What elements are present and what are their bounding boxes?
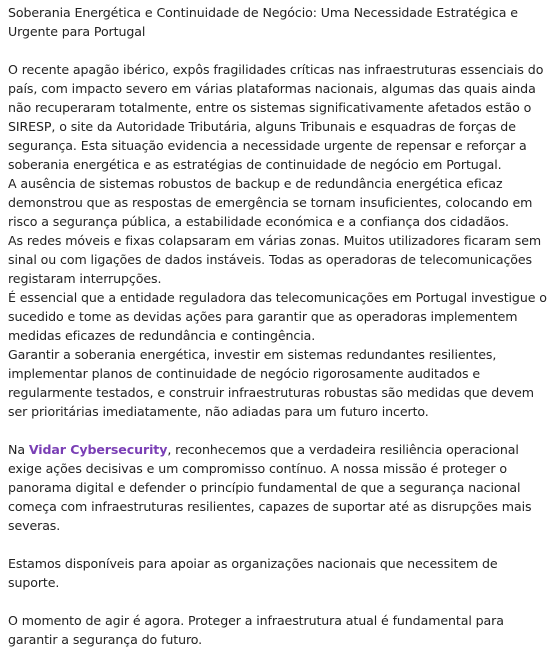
- paragraph-backup: A ausência de sistemas robustos de backup e de redundância energética eficaz demonstrou que as respostas de emergência se tornam insuficientes, colocando em risco a segurança pública, a estabilidade económica e a confiança dos cidadãos.: [8, 176, 533, 229]
- paragraph-closing: O momento de agir é agora. Proteger a infraestrutura atual é fundamental para garantir a segurança do futuro.: [8, 613, 504, 647]
- mission-text: , reconhecemos que a verdadeira resiliência operacional exige ações decisivas e um compromisso contínuo. A nossa missão é proteger o panorama digital e defender o princípio fundamental de que a segurança nacional começa com infraestruturas resilientes, capazes de suportar até as disrupções mais severas.: [8, 442, 532, 533]
- paragraph-mission: [8, 440, 547, 535]
- paragraph-regulator: É essencial que a entidade reguladora das telecomunicações em Portugal investigue o sucedido e tome as devidas ações para garantir que as operadoras implementem medidas eficazes de redundância e contingência.: [8, 290, 547, 343]
- paragraph-blackout: O recente apagão ibérico, expôs fragilidades críticas nas infraestruturas essenciais do país, com impacto severo em várias plataformas nacionais, algumas das quais ainda não recuperaram totalmente, entre os sistemas significativamente afetados estão o SIRESP, o site da Autoridade Tributária, alguns Tribunais e esquadras de forças de segurança. Esta situação evidencia a necessidade urgente de repensar e reforçar a soberania energética e as estratégias de continuidade de negócio em Portugal.: [8, 62, 544, 172]
- paragraph-networks: As redes móveis e fixas colapsaram em várias zonas. Muitos utilizadores ficaram sem sinal ou com ligações de dados instáveis. Todas as operadoras de telecomunicações registaram interrupções.: [8, 233, 542, 286]
- mention-prefix: Na: [8, 442, 29, 457]
- paragraph-gap: [8, 421, 547, 440]
- post-title: Soberania Energética e Continuidade de Negócio: Uma Necessidade Estratégica e Urgente para Portugal: [8, 5, 518, 39]
- paragraph-gap: [8, 41, 547, 60]
- paragraph-gap: [8, 535, 547, 554]
- paragraph-gap: [8, 592, 547, 611]
- paragraph-sovereignty: Garantir a soberania energética, investir em sistemas redundantes resilientes, implementar planos de continuidade de negócio rigorosamente auditados e regularmente testados, e construir infraestruturas robustas são medidas que devem ser prioritárias imediatamente, não adiadas para um futuro incerto.: [8, 347, 534, 419]
- company-mention-link[interactable]: Vidar Cybersecurity: [28, 442, 168, 457]
- paragraph-support: Estamos disponíveis para apoiar as organizações nacionais que necessitem de suporte.: [8, 556, 498, 590]
